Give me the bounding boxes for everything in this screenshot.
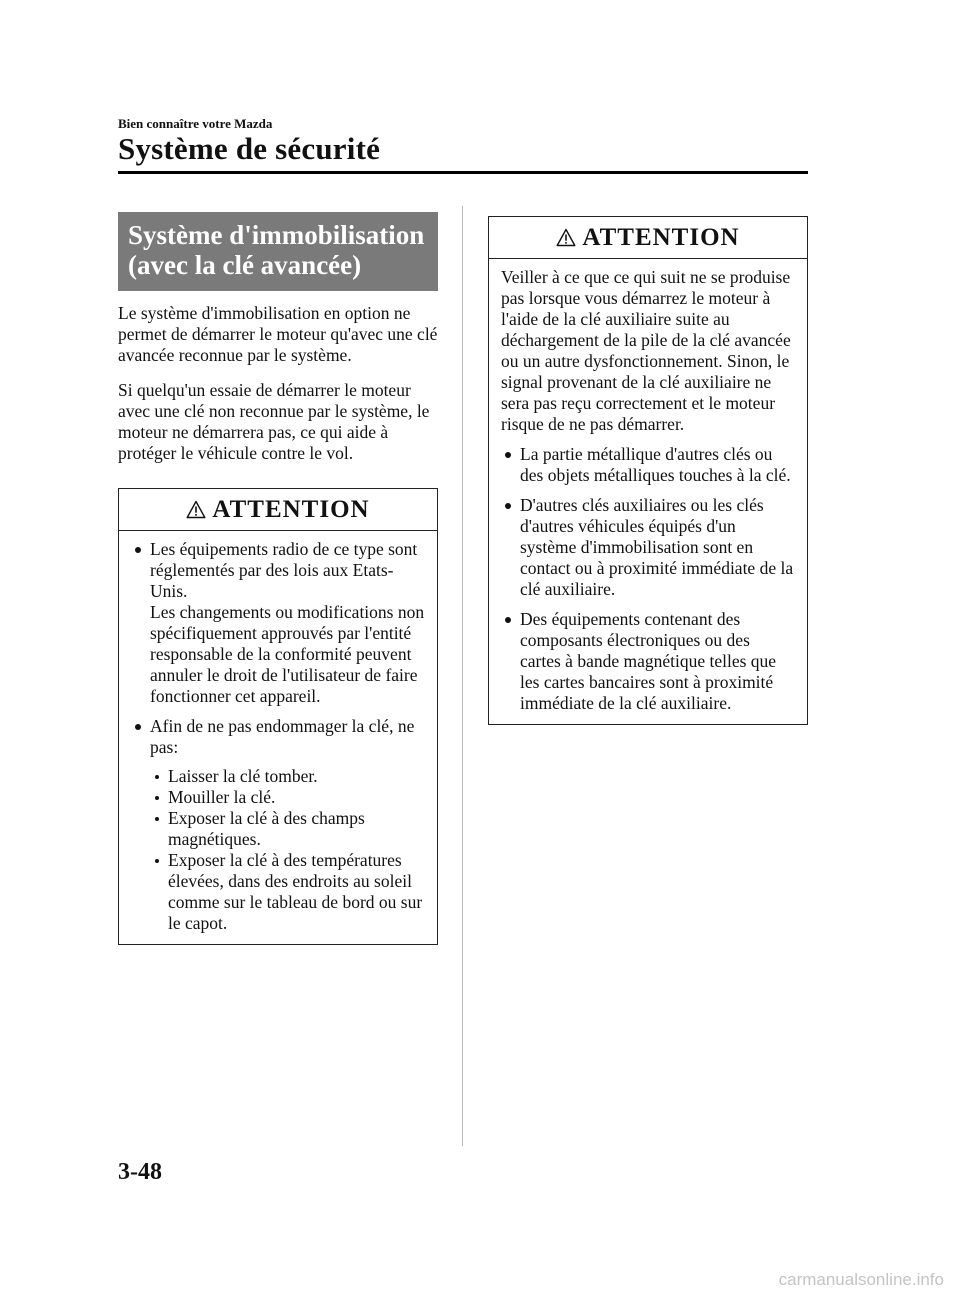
- warning-body: [489, 259, 807, 724]
- sub-list-item: Exposer la clé à des températures élevées, dans des endroits au soleil comme sur le tableau de bord ou sur le capot.: [150, 850, 425, 934]
- intro-paragraph: Le système d'immobilisation en option ne permet de démarrer le moteur qu'avec une clé avancée reconnue par le système.: [118, 303, 438, 365]
- warning-header: [489, 217, 807, 259]
- page-number: 3-48: [118, 1159, 162, 1185]
- left-column: [118, 212, 438, 945]
- sub-list-item: Mouiller la clé.: [150, 787, 425, 808]
- list-item: Des équipements contenant des composants électroniques ou des cartes à bande magnétique telles que les cartes bancaires sont à proximité immédiate de la clé auxiliaire.: [501, 609, 795, 714]
- warning-triangle-icon: [186, 500, 206, 519]
- warning-list: [131, 539, 425, 934]
- list-item: D'autres clés auxiliaires ou les clés d'autres véhicules équipés d'un système d'immobilisation sont en contact ou à proximité immédiate de la clé auxiliaire.: [501, 495, 795, 600]
- sub-list-item: Exposer la clé à des champs magnétiques.: [150, 808, 425, 850]
- warning-title: ATTENTION: [212, 495, 370, 523]
- warning-box-right: [488, 216, 808, 725]
- topic-heading-line-1: Système d'immobilisation: [128, 220, 425, 250]
- list-item: [131, 539, 425, 707]
- header-rule: [118, 171, 808, 174]
- warning-box-left: [118, 488, 438, 945]
- watermark: carmanualsonline.info: [778, 1270, 944, 1289]
- topic-heading: [118, 212, 438, 291]
- list-item-text: Afin de ne pas endommager la clé, ne pas:: [150, 716, 415, 757]
- topic-heading-line-2: (avec la clé avancée): [128, 250, 362, 280]
- right-column: [488, 216, 808, 725]
- list-item: [131, 716, 425, 934]
- sub-list-item: Laisser la clé tomber.: [150, 766, 425, 787]
- breadcrumb: Bien connaître votre Mazda: [118, 116, 273, 131]
- warning-list: [501, 444, 795, 714]
- theft-paragraph: Si quelqu'un essaie de démarrer le moteur avec une clé non reconnue par le système, le moteur ne démarrera pas, ce qui aide à protéger le véhicule contre le vol.: [118, 380, 430, 463]
- warning-header: [119, 489, 437, 531]
- list-item: La partie métallique d'autres clés ou des objets métalliques touches à la clé.: [501, 444, 795, 486]
- warning-intro: Veiller à ce que ce qui suit ne se produise pas lorsque vous démarrez le moteur à l'aide de la clé auxiliaire suite au déchargement de la pile de la clé avancée ou un autre dysfonctionnement. Sinon, le signal provenant de la clé auxiliaire ne sera pas reçu correctement et le moteur risque de ne pas démarrer.: [501, 267, 791, 434]
- sub-list: [150, 766, 425, 934]
- section-title: Système de sécurité: [118, 131, 381, 166]
- warning-triangle-icon: [556, 228, 576, 247]
- list-item-text: Les changements ou modifications non spécifiquement approuvés par l'entité responsable de la conformité peuvent annuler le droit de l'utilisateur de faire fonctionner cet appareil.: [150, 602, 425, 706]
- list-item-text: Les équipements radio de ce type sont réglementés par des lois aux Etats-Unis.: [150, 539, 418, 601]
- column-divider: [462, 206, 463, 1146]
- warning-title: ATTENTION: [582, 223, 740, 251]
- warning-body: [119, 531, 437, 944]
